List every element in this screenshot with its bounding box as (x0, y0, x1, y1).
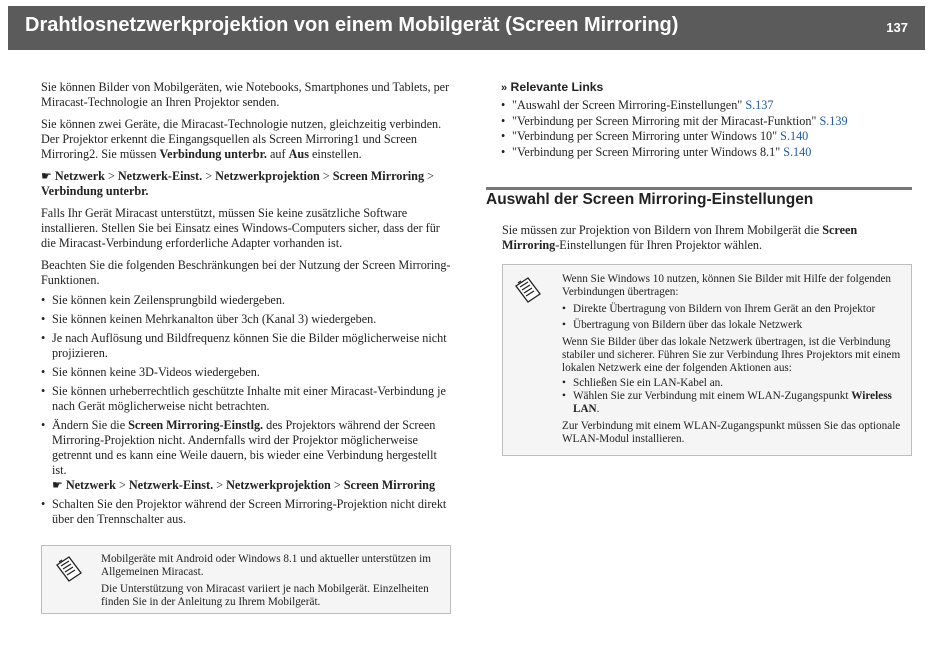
two-devices-paragraph: Sie können zwei Geräte, die Miracast-Technologie nutzen, gleichzeitig verbinden. Der Projektor erkennt die Eingangsquellen als Screen Mirroring1 und Screen Mirroring2. Sie müssen Verbindung unterbr. auf Aus einstellen. (41, 117, 442, 161)
pointing-hand-icon: ☛ (52, 478, 63, 492)
page-link[interactable]: S.139 (819, 113, 848, 128)
page-link[interactable]: S.140 (780, 129, 809, 143)
page-number: 137 (886, 20, 908, 35)
page-link[interactable]: S.137 (745, 98, 774, 112)
list-item: • Ändern Sie die Screen Mirroring-Einstlg. des Projektors während der Screen Mirroring-Projektion nicht. Andernfalls wird der Projektor möglicherweise getrennt und es kann eine Weile dauern, bis wieder eine Verbindung hergestellt ist. ☛ Netzwerk > Netzwerk-Einst. > Netzwerkprojektion > Screen Mirroring (41, 418, 451, 493)
list-item[interactable]: • "Verbindung per Screen Mirroring unter Windows 8.1" S.140 (501, 145, 912, 160)
list-item[interactable]: • "Auswahl der Screen Mirroring-Einstellungen" S.137 (501, 98, 912, 113)
list-item: • Sie können keinen Mehrkanalton über 3ch (Kanal 3) wiedergeben. (41, 312, 451, 327)
list-item[interactable]: • "Verbindung per Screen Mirroring mit der Miracast-Funktion" S.139 (501, 114, 912, 129)
related-links-list (486, 98, 912, 160)
pointing-hand-icon: ☛ (41, 169, 52, 183)
section-divider (486, 187, 912, 190)
note-box (41, 545, 451, 614)
note-text: Wenn Sie Bilder über das lokale Netzwerk übertragen, ist die Verbindung stabiler und sicherer. Führen Sie zur Verbindung Ihres Projektors mit einem lokalen Netzwerk eine der folgenden Aktionen aus: (562, 336, 901, 374)
left-column (41, 80, 451, 608)
restrictions-paragraph: Beachten Sie die folgenden Beschränkungen bei der Nutzung der Screen Mirroring-Funktionen. (41, 258, 451, 287)
right-column (486, 80, 912, 445)
note-text: Wenn Sie Windows 10 nutzen, können Sie Bilder mit Hilfe der folgenden Verbindungen übertragen: (562, 273, 892, 298)
menu-path: ☛ Netzwerk > Netzwerk-Einst. > Netzwerkprojektion > Screen Mirroring > Verbindung unterbr. (41, 169, 434, 198)
lan-actions-list (562, 377, 901, 416)
list-item: • Sie können kein Zeilensprungbild wiedergeben. (41, 293, 451, 308)
list-item: • Übertragung von Bildern über das lokale Netzwerk (562, 319, 901, 332)
connection-options-list (562, 303, 901, 332)
list-item: • Je nach Auflösung und Bildfrequenz können Sie die Bilder möglicherweise nicht projizieren. (41, 331, 451, 361)
list-item: • Direkte Übertragung von Bildern von Ihrem Gerät an den Projektor (562, 303, 901, 316)
note-text: Mobilgeräte mit Android oder Windows 8.1 und aktueller unterstützen im Allgemeinen Miracast. (101, 553, 431, 578)
list-item: • Wählen Sie zur Verbindung mit einem WLAN-Zugangspunkt Wireless LAN. (562, 390, 901, 416)
note-pad-icon (54, 554, 84, 588)
restrictions-list (41, 293, 451, 527)
page-title: Drahtlosnetzwerkprojektion von einem Mobilgerät (Screen Mirroring) (25, 14, 679, 36)
note-box (502, 264, 912, 456)
page-link[interactable]: S.140 (783, 144, 812, 159)
note-pad-icon (513, 275, 543, 309)
page-header (8, 6, 925, 50)
miracast-paragraph: Falls Ihr Gerät Miracast unterstützt, müssen Sie keine zusätzliche Software installieren. Stellen Sie bei Einsatz eines Windows-Computers sicher, dass der für die Miracast-Verbindung erforderliche Adapter vorhanden ist. (41, 206, 440, 250)
list-item: • Sie können keine 3D-Videos wiedergeben. (41, 365, 451, 380)
section-title: Auswahl der Screen Mirroring-Einstellungen (486, 191, 814, 208)
list-item: • Schließen Sie ein LAN-Kabel an. (562, 377, 901, 390)
section-intro: Sie müssen zur Projektion von Bildern von Ihrem Mobilgerät die Screen Mirroring-Einstellungen für Ihren Projektor wählen. (502, 223, 858, 252)
related-links-heading: » Relevante Links (501, 80, 604, 94)
note-text: Die Unterstützung von Miracast variiert je nach Mobilgerät. Einzelheiten finden Sie in der Anleitung zu Ihrem Mobilgerät. (101, 583, 429, 608)
note-text: Zur Verbindung mit einem WLAN-Zugangspunkt müssen Sie das optionale WLAN-Modul installieren. (562, 420, 901, 445)
list-item: • Schalten Sie den Projektor während der Screen Mirroring-Projektion nicht direkt über den Trennschalter aus. (41, 497, 451, 527)
double-arrow-icon: » (501, 82, 508, 94)
menu-path: ☛ Netzwerk > Netzwerk-Einst. > Netzwerkprojektion > Screen Mirroring (52, 478, 436, 492)
list-item[interactable]: • "Verbindung per Screen Mirroring unter Windows 10" S.140 (501, 129, 912, 144)
list-item: • Sie können urheberrechtlich geschützte Inhalte mit einer Miracast-Verbindung je nach Gerät möglicherweise nicht betrachten. (41, 384, 451, 414)
intro-paragraph: Sie können Bilder von Mobilgeräten, wie Notebooks, Smartphones und Tablets, per Miracast-Technologie an Ihren Projektor senden. (41, 80, 450, 109)
